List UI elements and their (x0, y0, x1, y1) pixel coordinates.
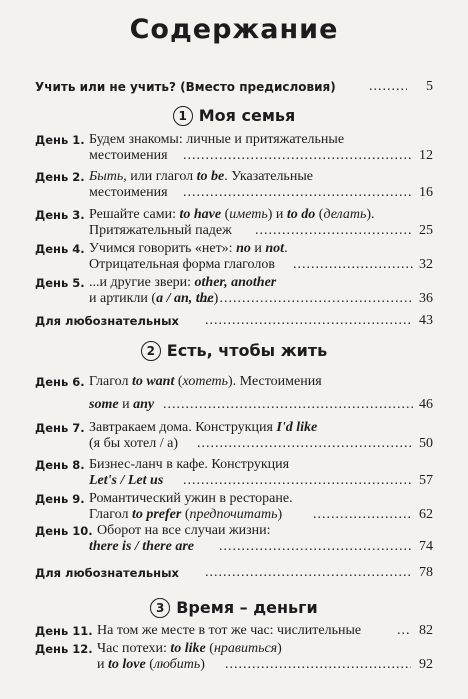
leader-dots (197, 436, 413, 452)
section-heading-2 (0, 341, 468, 361)
page-number: 57 (419, 473, 433, 488)
toc-entry-for-curious-1[interactable] (35, 313, 433, 329)
entry-text: Завтракаем дома. Конструкция I'd like (89, 420, 318, 435)
entry-text: there is / there are (89, 539, 194, 554)
toc-entry-day-11[interactable] (35, 623, 433, 639)
section-title: Время – деньги (176, 598, 318, 617)
page-number: 46 (419, 397, 433, 412)
page-number: 32 (419, 257, 433, 272)
section-title: Моя семья (198, 106, 296, 125)
day-label: День 3. (35, 208, 85, 222)
section-heading-3 (0, 598, 468, 618)
toc-entry-day-8-cont (35, 473, 433, 489)
leader-dots (205, 565, 413, 581)
day-label: День 5. (35, 276, 85, 290)
toc-entry-day-5[interactable] (35, 275, 433, 291)
page-number: 78 (419, 565, 433, 580)
entry-text: Для любознательных (35, 566, 179, 580)
entry-text: Глагол to want (хотеть). Местоимения (89, 374, 322, 389)
page-number: 62 (419, 507, 433, 522)
toc-entry-day-8[interactable] (35, 457, 433, 473)
entry-text: some и any (89, 397, 155, 412)
page-number: 36 (419, 291, 433, 306)
page-number: 50 (419, 436, 433, 451)
leader-dots (397, 623, 411, 639)
toc-entry-day-10-cont (35, 539, 433, 555)
toc-entry-day-1-cont (35, 148, 433, 164)
toc-entry-day-9-cont (35, 507, 433, 523)
toc-entry-day-4-cont (35, 257, 433, 273)
toc-entry-day-7[interactable] (35, 420, 433, 436)
entry-text: (я бы хотел / а) (89, 436, 178, 451)
page-number: 12 (419, 148, 433, 163)
entry-text: Для любознательных (35, 314, 179, 328)
toc-entry-day-3-cont (35, 223, 433, 239)
day-label: День 11. (35, 624, 93, 638)
toc-entry-day-12[interactable] (35, 641, 433, 657)
page-title: Содержание (129, 14, 339, 45)
toc-entry-day-2-cont (35, 185, 433, 201)
leader-dots (313, 507, 413, 523)
section-heading-1 (0, 106, 468, 126)
toc-entry-day-4[interactable] (35, 241, 433, 257)
leader-dots (197, 291, 413, 307)
toc-entry-day-7-cont (35, 436, 433, 452)
entry-text: Решайте сами: to have (иметь) и to do (делать). (89, 207, 375, 222)
page-number: 5 (426, 79, 433, 94)
entry-text: Будем знакомы: личные и притяжательные (89, 132, 345, 147)
day-label: День 8. (35, 458, 85, 472)
entry-text: ...и другие звери: other, another (89, 275, 277, 290)
leader-dots (183, 185, 413, 201)
section-number: 2 (141, 341, 161, 361)
page-number: 92 (419, 657, 433, 672)
entry-text: Бизнес-ланч в кафе. Конструкция (89, 457, 290, 472)
page-number: 16 (419, 185, 433, 200)
toc-entry-preface[interactable] (35, 79, 433, 95)
entry-text: Let's / Let us (89, 473, 164, 488)
entry-text: и to love (любить) (97, 657, 205, 672)
entry-text: Учить или не учить? (Вместо предисловия) (35, 80, 336, 94)
day-label: День 1. (35, 133, 85, 147)
section-number: 1 (173, 106, 193, 126)
day-label: День 6. (35, 375, 85, 389)
leader-dots (293, 257, 413, 273)
entry-text: местоимения (89, 148, 168, 163)
day-label: День 9. (35, 492, 85, 506)
leader-dots (225, 657, 411, 673)
leader-dots (205, 313, 413, 329)
toc-entry-day-6-cont (35, 397, 433, 413)
leader-dots (219, 539, 413, 555)
toc-entry-day-10[interactable] (35, 523, 433, 539)
toc-entry-day-5-cont (35, 291, 433, 307)
entry-text: Романтический ужин в ресторане. (89, 491, 293, 506)
entry-text: Оборот на все случаи жизни: (97, 523, 271, 538)
section-number: 3 (150, 598, 170, 618)
day-label: День 7. (35, 421, 85, 435)
toc-entry-day-9[interactable] (35, 491, 433, 507)
leader-dots (255, 223, 413, 239)
toc-entry-for-curious-2[interactable] (35, 565, 433, 581)
leader-dots (369, 79, 407, 95)
page-number: 82 (419, 623, 433, 638)
entry-text: и артикли (a / an, the) (89, 291, 219, 306)
entry-text: Притяжательный падеж (89, 223, 232, 238)
toc-entry-day-1[interactable] (35, 132, 433, 148)
entry-text: Учимся говорить «нет»: no и not. (89, 241, 288, 256)
leader-dots (183, 473, 413, 489)
toc-entry-day-3[interactable] (35, 207, 433, 223)
day-label: День 12. (35, 642, 93, 656)
toc-entry-day-12-cont (35, 657, 433, 673)
leader-dots (183, 148, 413, 164)
entry-text: Отрицательная форма глаголов (89, 257, 275, 272)
entry-text: На том же месте в тот же час: числительные (97, 623, 362, 638)
page-number: 25 (419, 223, 433, 238)
entry-text: Час потехи: to like (нравиться) (97, 641, 282, 656)
toc-entry-day-6[interactable] (35, 374, 433, 390)
leader-dots (163, 397, 413, 413)
entry-text: местоимения (89, 185, 168, 200)
day-label: День 4. (35, 242, 85, 256)
toc-entry-day-2[interactable] (35, 169, 433, 185)
entry-text: Быть, или глагол to be. Указательные (89, 169, 313, 184)
page-number: 43 (419, 313, 433, 328)
entry-text: Глагол to prefer (предпочитать) (89, 507, 283, 522)
day-label: День 10. (35, 524, 93, 538)
day-label: День 2. (35, 170, 85, 184)
page-number: 74 (419, 539, 433, 554)
section-title: Есть, чтобы жить (166, 341, 328, 360)
